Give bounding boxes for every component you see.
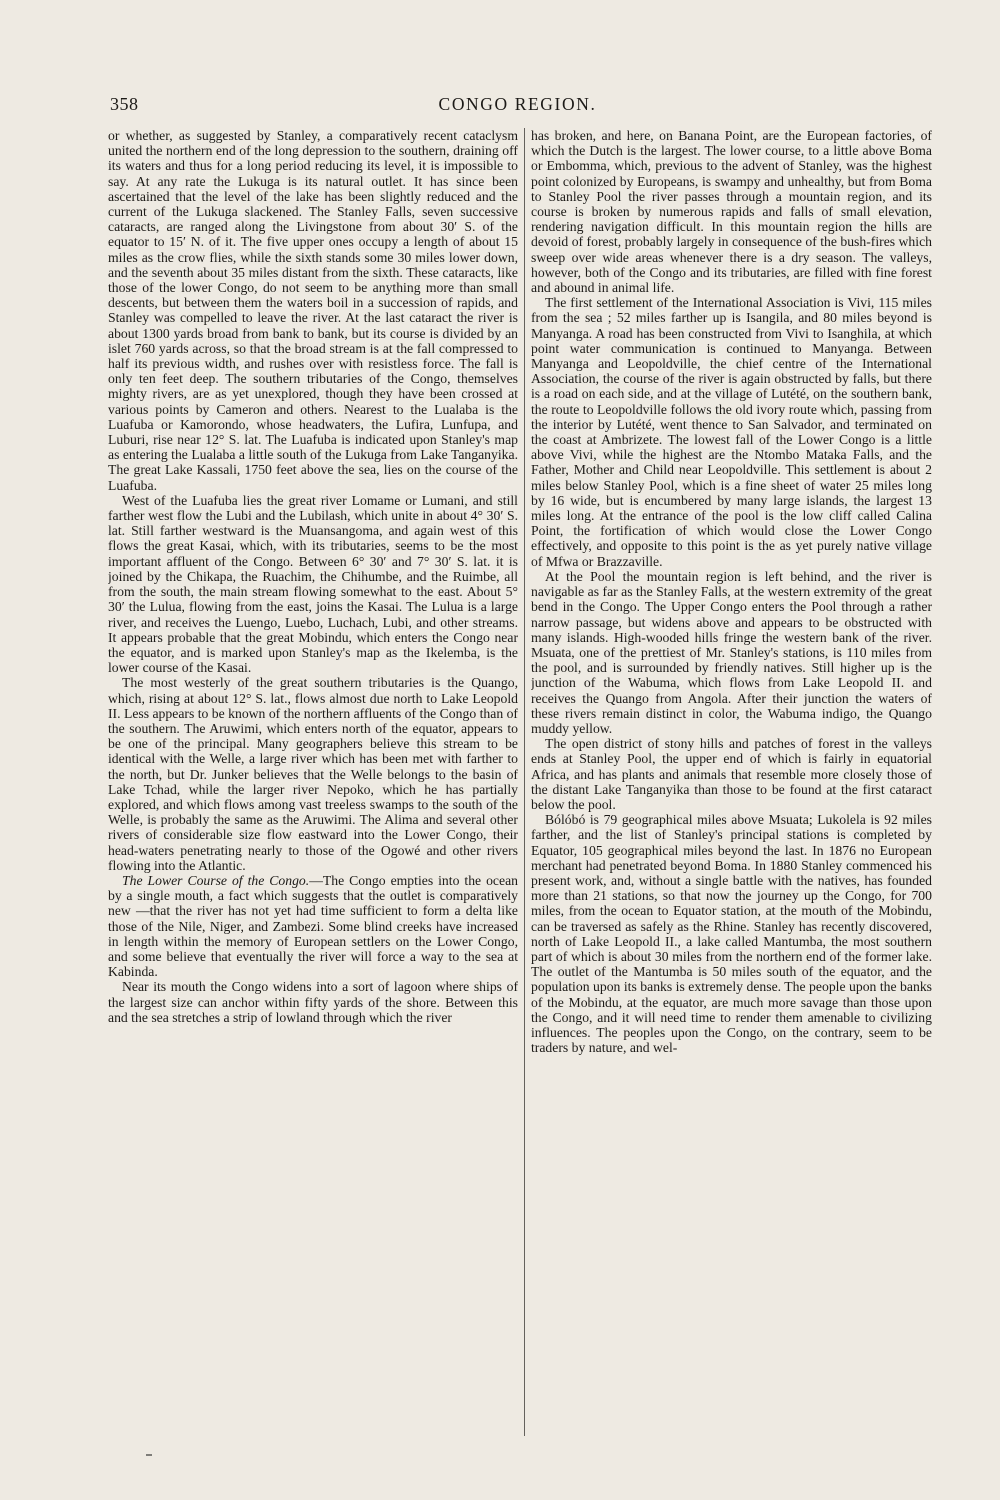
- paragraph: The open district of stony hills and patches of forest in the valleys ends at Stanley Pool, the upper end of which is fairly in equatorial Africa, and has plants and animals that resemble more closely those of the distant Lake Tanganyika than those to be found at the first cataract below the pool.: [531, 736, 932, 812]
- paragraph: [108, 873, 518, 979]
- page-number: 358: [110, 94, 139, 114]
- paragraph: West of the Luafuba lies the great river Lomame or Lumani, and still farther west flow the Lubi and the Lubilash, which unite in about 4° 30′ S. lat. Still farther westward is the Muansangoma, and again west of this flows the great Kasai, which, with its tributaries, seems to be the most important affluent of the Congo. Between 6° 30′ and 7° 30′ S. lat. it is joined by the Chikapa, the Ruachim, the Chihumbe, and the Ruimbe, all from the south, the main stream flowing somewhat to the east. About 5° 30′ the Lulua, flowing from the east, joins the Kasai. The Lulua is a large river, and receives the Luengo, Luebo, Luchach, Lubi, and other streams. It appears probable that the great Mobindu, which enters the Congo near the equator, and is marked upon Stanley's map as the Ikelemba, is the lower course of the Kasai.: [108, 492, 518, 676]
- page-header: [110, 94, 925, 116]
- ink-speck: [146, 1454, 152, 1456]
- paragraph: The most westerly of the great southern tributaries is the Quango, which, rising at about 12° S. lat., flows almost due north to Lake Leopold II. Less appears to be known of the northern affluents of the Congo than of the southern. The Aruwimi, which enters north of the equator, appears to be one of the principal. Many geographers believe this stream to be identical with the Welle, a large river which has been met with farther to the north, but Dr. Junker believes that the Welle belongs to the basin of Lake Tchad, while the larger river Nepoko, which he has partially explored, and which flows among vast treeless swamps to the south of the Welle, is probably the same as the Aruwimi. The Alima and several other rivers of considerable size flow eastward into the Lower Congo, their head-waters penetrating nearly to those of the Ogowé and other rivers flowing into the Atlantic.: [108, 675, 518, 873]
- paragraph: Bólóbó is 79 geographical miles above Msuata; Lukolela is 92 miles farther, and the list of Stanley's principal stations is completed by Equator, 105 geographical miles beyond the last. In 1876 no European merchant had penetrated beyond Boma. In 1880 Stanley commenced his present work, and, without a single battle with the natives, has founded more than 21 stations, so that now the journey up the Congo, for 700 miles, from the ocean to Equator station, at the mouth of the Mobindu, can be traversed as safely as the Rhine. Stanley has recently discovered, north of Lake Leopold II., a lake called Mantumba, the most southern part of which is about 30 miles from the northern end of the former lake. The outlet of the Mantumba is 50 miles south of the equator, and the population upon its banks is extremely dense. The people upon the banks of the Mobindu, at the equator, are much more savage than those upon the Congo, and it will need time to render them amenable to civilizing influences. The peoples upon the Congo, on the contrary, seem to be traders by nature, and wel-: [531, 812, 932, 1056]
- paragraph: has broken, and here, on Banana Point, are the European factories, of which the Dutch is the largest. The lower course, to a little above Boma or Embomma, which, previous to the advent of Stanley, was the highest point colonized by Europeans, is swampy and unhealthy, but from Boma to Stanley Pool the river passes through a mountain region, and its course is broken by numerous rapids and falls of small elevation, rendering navigation difficult. In this mountain region the hills are devoid of forest, probably largely in consequence of the bush-fires which sweep over wide areas whenever there is a dry season. The valleys, however, both of the Congo and its tributaries, are filled with fine forest and abound in animal life.: [531, 128, 932, 296]
- paragraph-text: —The Congo empties into the ocean by a single mouth, a fact which suggests that the outlet is comparatively new —that the river has not yet had time sufficient to form a delta like those of the Nile, Niger, and Zambezi. Some blind creeks have increased in length within the memory of European settlers on the Lower Congo, and some believe that eventually the river will force a way to the sea at Kabinda.: [108, 872, 518, 980]
- paragraph: At the Pool the mountain region is left behind, and the river is navigable as far as the Stanley Falls, at the western extremity of the great bend in the Congo. The Upper Congo enters the Pool through a rather narrow passage, but widens above and appears to be obstructed with many islands. High-wooded hills fringe the western bank of the river. Msuata, one of the prettiest of Mr. Stanley's stations, is 110 miles from the pool, and is surrounded by friendly natives. Still higher up is the junction of the Wabuma, which flows from Lake Leopold II. and receives the Quango from Angola. After their junction the waters of these rivers remain distinct in color, the Wabuma indigo, the Quango muddy yellow.: [531, 568, 932, 736]
- paragraph: Near its mouth the Congo widens into a sort of lagoon where ships of the largest size can anchor within fifty yards of the shore. Between this and the sea stretches a strip of lowland through which the river: [108, 979, 518, 1025]
- paragraph: The first settlement of the International Association is Vivi, 115 miles from the sea ; 52 miles farther up is Isangila, and 80 miles beyond is Manyanga. A road has been constructed from Vivi to Isanghila, at which point water communication is continued to Manyanga. Between Manyanga and Leopoldville, the chief centre of the International Association, the course of the river is again obstructed by falls, but there is a road on each side, and at the village of Lutété, on the southern bank, the route to Leopoldville follows the old ivory route which, passing from the interior by Lutété, went thence to San Salvador, and terminated on the coast at Ambrizete. The lowest fall of the Lower Congo is a little above Vivi, while the highest are the Ntombo Mataka Falls, and the Father, Mother and Child near Leopoldville. This settlement is about 2 miles below Stanley Pool, which is a fine sheet of water 25 miles long by 16 wide, but is encumbered by many large islands, the largest 13 miles long. At the entrance of the pool is the low cliff called Calina Point, the fortification of which would close the Lower Congo effectively, and opposite to this point is the as yet purely native village of Mfwa or Brazzaville.: [531, 295, 932, 569]
- section-heading: The Lower Course of the Congo.: [122, 872, 310, 888]
- right-column: [531, 128, 932, 1436]
- column-divider: [524, 128, 525, 1436]
- left-column: [108, 128, 518, 1436]
- paragraph: or whether, as suggested by Stanley, a comparatively recent cataclysm united the northern end of the long depression to the southern, draining off its waters and thus for a long period reducing its level, it is impossible to say. At any rate the Lukuga is its natural outlet. It has since been ascertained that the level of the lake has been slightly reduced and the current of the Lukuga slackened. The Stanley Falls, seven successive cataracts, are ranged along the Livingstone from about 30′ S. of the equator to 15′ N. of it. The five upper ones occupy a length of about 15 miles as the crow flies, while the sixth stands some 30 miles lower down, and the seventh about 35 miles distant from the sixth. These cataracts, like those of the lower Congo, do not seem to be anything more than small descents, but between them the waters boil in a succession of rapids, and Stanley was compelled to leave the river. At the last cataract the river is about 1300 yards broad from bank to bank, but its course is divided by an islet 760 yards across, so that the broad stream is at the fall compressed to half its previous width, and rushes over with resistless force. The fall is only ten feet deep. The southern tributaries of the Congo, themselves mighty rivers, are as yet unexplored, though they have been crossed at various points by Cameron and others. Nearest to the Lualaba is the Luafuba or Kamorondo, whose headwaters, the Lufira, Lunfupa, and Luburi, rise near 12° S. lat. The Luafuba is indicated upon Stanley's map as entering the Lualaba a little south of the Lukuga from Lake Tanganyika. The great Lake Kassali, 1750 feet above the sea, lies on the course of the Luafuba.: [108, 128, 518, 493]
- running-head: CONGO REGION.: [438, 94, 597, 114]
